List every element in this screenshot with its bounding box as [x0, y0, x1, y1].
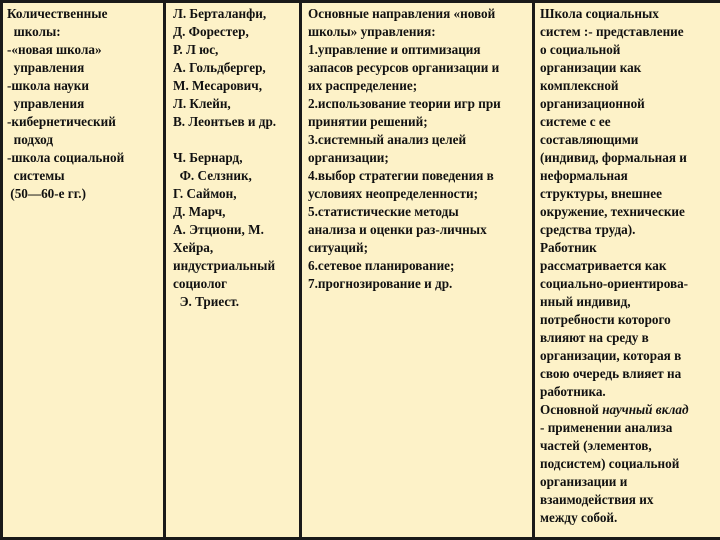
contribution-emphasis: научный вклад [602, 402, 689, 417]
text-line: между собой. [540, 510, 618, 525]
text-line: Л. Клейн, [173, 96, 231, 111]
text-line: 5.статистические методы [308, 204, 459, 219]
text-line: 7.прогнозирование и др. [308, 276, 453, 291]
text-line: Г. Саймон, [173, 186, 237, 201]
text-line: социально-ориентирова- [540, 276, 689, 291]
text-line: 4.выбор стратегии поведения в [308, 168, 494, 183]
schools-list [3, 3, 163, 203]
text-line: составляющими [540, 132, 639, 147]
text-line: их распределение; [308, 78, 418, 93]
contribution-prefix: Основной [540, 402, 603, 417]
text-line: организации как [540, 60, 642, 75]
text-line: принятии решений; [308, 114, 428, 129]
text-line: управления [7, 96, 85, 111]
text-line: условиях неопределенности; [308, 186, 478, 201]
text-line: 1.управление и оптимизация [308, 42, 481, 57]
table-cell-social-systems [534, 2, 720, 539]
text-line: управления [7, 60, 85, 75]
text-line: неформальная [540, 168, 628, 183]
directions-list [302, 3, 532, 293]
text-line: нный индивид, [540, 294, 631, 309]
text-line: Количественные [7, 6, 108, 21]
text-line: окружение, технические [540, 204, 685, 219]
text-line: анализа и оценки раз-личных [308, 222, 487, 237]
text-line: структуры, внешнее [540, 186, 662, 201]
text-line: Р. Л юс, [173, 42, 219, 57]
authors-list [166, 3, 299, 311]
text-line: систем :- представление [540, 24, 684, 39]
text-line: организации; [308, 150, 389, 165]
text-line: системе с ее [540, 114, 611, 129]
text-line: Хейра, [173, 240, 214, 255]
table-row [2, 2, 720, 539]
text-line: влияют на среду в [540, 330, 649, 345]
text-line: -«новая школа» [7, 42, 102, 57]
text-line: работника. [540, 384, 606, 399]
text-line: подход [7, 132, 54, 147]
text-line: Ф. Селзник, [173, 168, 252, 183]
text-line: свою очередь влияет на [540, 366, 682, 381]
text-line: организации, которая в [540, 348, 682, 363]
text-line: комплексной [540, 78, 619, 93]
text-line: школы: [7, 24, 61, 39]
text-line: запасов ресурсов организации и [308, 60, 500, 75]
text-line: Основные направления «новой [308, 6, 496, 21]
text-line: Школа социальных [540, 6, 659, 21]
table-cell-schools [2, 2, 165, 539]
table-cell-directions [301, 2, 534, 539]
text-line: средства труда). [540, 222, 636, 237]
text-line: подсистем) социальной [540, 456, 680, 471]
text-line: 6.сетевое планирование; [308, 258, 455, 273]
text-line: рассматривается как [540, 258, 667, 273]
text-line: -школа социальной [7, 150, 125, 165]
social-systems-text [535, 3, 720, 401]
text-line: Э. Триест. [173, 294, 240, 309]
text-line: -школа науки [7, 78, 89, 93]
text-line: школы» управления: [308, 24, 436, 39]
text-line: (50—60-е гг.) [7, 186, 86, 201]
contribution-text [535, 419, 720, 527]
contribution-line [535, 401, 720, 419]
text-line: -кибернетический [7, 114, 116, 129]
text-line: организационной [540, 96, 645, 111]
text-line: взаимодействия их [540, 492, 654, 507]
text-line: В. Леонтьев и др. [173, 114, 277, 129]
text-line: о социальной [540, 42, 621, 57]
text-line: Д. Марч, [173, 204, 226, 219]
text-line: частей (элементов, [540, 438, 652, 453]
text-line: потребности которого [540, 312, 671, 327]
text-line: Д. Форестер, [173, 24, 249, 39]
text-line: Ч. Бернард, [173, 150, 243, 165]
text-line: А. Этциони, М. [173, 222, 264, 237]
text-line: системы [7, 168, 65, 183]
text-line: социолог [173, 276, 228, 291]
text-line: (индивид, формальная и [540, 150, 687, 165]
text-line: индустриальный [173, 258, 276, 273]
text-line: М. Месарович, [173, 78, 262, 93]
text-line: - применении анализа [540, 420, 673, 435]
text-line: Л. Берталанфи, [173, 6, 267, 21]
text-line: ситуаций; [308, 240, 368, 255]
text-line: 3.системный анализ целей [308, 132, 467, 147]
text-line [173, 131, 299, 149]
text-line: 2.использование теории игр при [308, 96, 501, 111]
text-line: Работник [540, 240, 597, 255]
table-cell-authors [165, 2, 301, 539]
text-line: организации и [540, 474, 628, 489]
text-line: А. Гольдбергер, [173, 60, 266, 75]
